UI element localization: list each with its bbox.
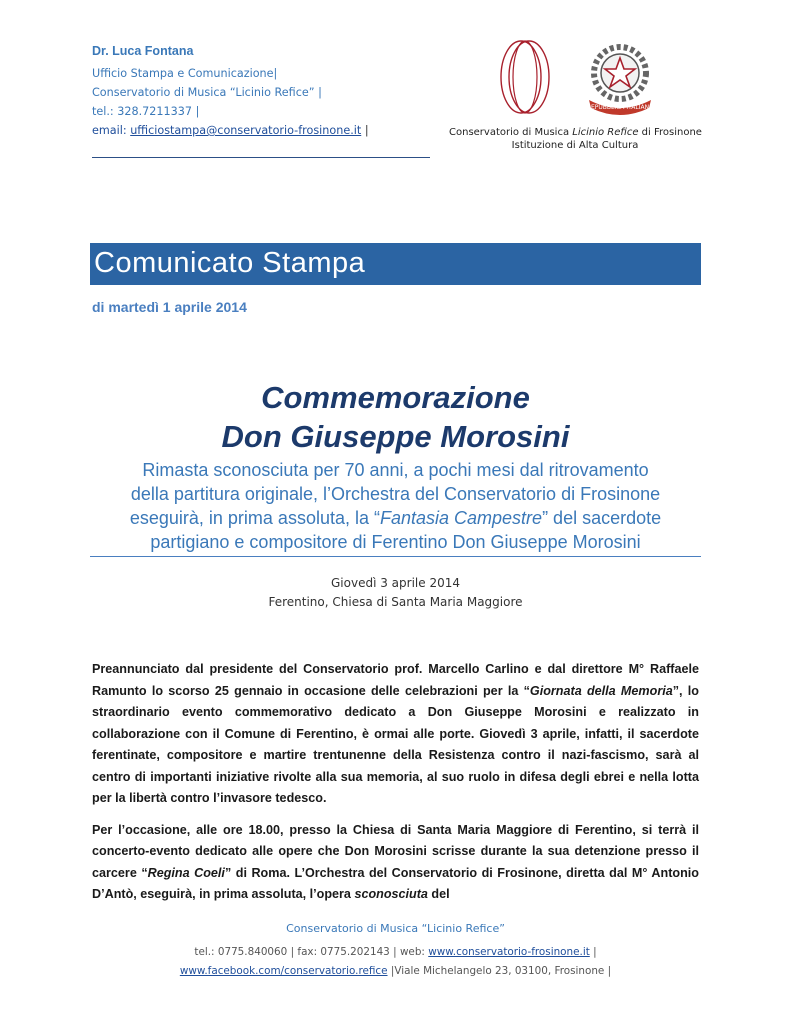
logo-caption-subtitle: Istituzione di Alta Cultura [511,140,639,151]
headline-divider [90,556,701,557]
contact-divider [92,157,430,158]
event-info [90,574,701,612]
body-text [92,659,699,916]
conservatorio-logo-icon [499,36,555,118]
italian-republic-emblem-icon [581,38,659,118]
event-place: Ferentino, Chiesa di Santa Maria Maggiore [268,595,523,609]
headline-line-2: Don Giuseppe Morosini [221,419,570,454]
logo-caption: Conservatorio di Musica Licinio Refice di Frosinone [449,127,702,138]
contact-email-link[interactable]: ufficiostampa@conservatorio-frosinone.it [130,124,362,137]
footer-contact-line: tel.: 0775.840060 | fax: 0775.202143 | web: www.conservatorio-frosinone.it | [194,946,597,958]
contact-phone: tel.: 328.7211337 | [92,105,200,118]
headline-subtitle: Rimasta sconosciuta per 70 anni, a pochi mesi dal ritrovamento della partitura originale, l’Orchestra del Conservatorio di Frosinone eseguirà, in prima assoluta, la “Fantasia Campestre” del sacerdote partigiano e compositore di Ferentino Don Giuseppe Morosini [129,460,662,552]
paragraph-2: Per l’occasione, alle ore 18.00, presso la Chiesa di Santa Maria Maggiore di Ferentino, si terrà il concerto-evento dedicato alle opere che Don Morosini scrisse durante la sua detenzione presso il carcere “Regina Coeli” di Roma. L’Orchestra del Conservatorio di Frosinone, diretta dal M° Antonio D’Antò, eseguirà, in prima assoluta, l’opera sconosciuta del [92,822,699,901]
footer-org: Conservatorio di Musica “Licinio Refice” [286,922,505,935]
contact-office: Ufficio Stampa e Comunicazione| [92,67,278,80]
contact-name: Dr. Luca Fontana [92,44,194,58]
banner-title: Comunicato Stampa [94,247,366,279]
contact-institution: Conservatorio di Musica “Licinio Refice” | [92,86,322,99]
release-date: di martedì 1 aprile 2014 [92,299,247,315]
logo-block [449,36,701,156]
footer-address-line: www.facebook.com/conservatorio.refice |Viale Michelangelo 23, 03100, Frosinone | [179,965,612,977]
emblem-ribbon-text: REPUBBLICA ITALIANA [586,104,654,111]
headline-line-1: Commemorazione [261,380,530,415]
paragraph-1: Preannunciato dal presidente del Conservatorio prof. Marcello Carlino e dal direttore M° Raffaele Ramunto lo scorso 25 gennaio in occasione delle celebrazioni per la “Giornata della Memoria”, lo straordinario evento commemorativo dedicato a Don Giuseppe Morosini e realizzato in collaborazione con il Comune di Ferentino, è ormai alle porte. Giovedì 3 aprile, infatti, il sacerdote ferentinate, compositore e martire trentunenne della Resistenza contro il nazi-fascismo, sarà al centro di importanti iniziative rivolte alla sua memoria, al suo ruolo in difesa degli ebrei e nella lotta per la libertà contro l’invasore tedesco. [92,662,699,805]
title-banner [90,243,701,285]
contact-block [92,44,432,140]
footer-facebook-link[interactable]: www.facebook.com/conservatorio.refice [179,965,388,977]
footer-website-link[interactable]: www.conservatorio-frosinone.it [428,946,590,958]
headline-block [90,378,701,557]
page-footer [90,922,701,981]
event-date: Giovedì 3 aprile 2014 [331,576,460,590]
contact-email-line: email: ufficiostampa@conservatorio-frosinone.it | [92,124,369,137]
